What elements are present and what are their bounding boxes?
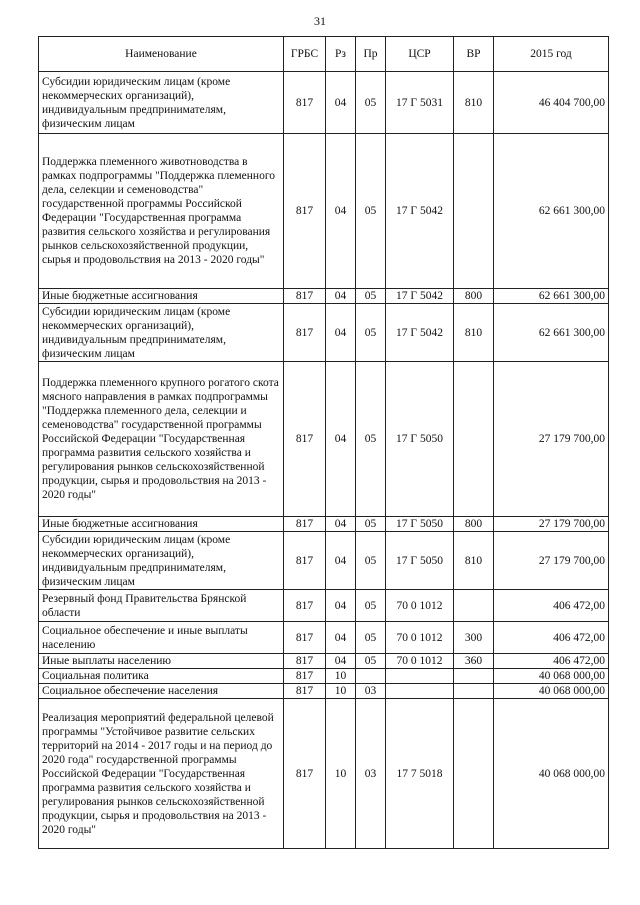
cell-csr: 70 0 1012: [386, 654, 454, 669]
cell-grbs: 817: [284, 517, 326, 532]
cell-amount: 406 472,00: [494, 622, 609, 654]
cell-pr: 05: [356, 72, 386, 134]
cell-amount: 27 179 700,00: [494, 362, 609, 517]
cell-vr: 360: [454, 654, 494, 669]
cell-vr: 800: [454, 289, 494, 304]
table-row: [39, 134, 609, 289]
cell-amount: 40 068 000,00: [494, 669, 609, 684]
table-row: [39, 622, 609, 654]
cell-pr: 05: [356, 362, 386, 517]
table-row: [39, 362, 609, 517]
cell-rz: 04: [326, 590, 356, 622]
cell-amount: 406 472,00: [494, 590, 609, 622]
cell-grbs: 817: [284, 532, 326, 590]
table-row: [39, 590, 609, 622]
cell-name: Резервный фонд Правительства Брянской области: [39, 590, 284, 622]
cell-csr: 17 Г 5050: [386, 517, 454, 532]
cell-name: Субсидии юридическим лицам (кроме некоммерческих организаций), индивидуальным предпринимателям, физическим лицам: [39, 72, 284, 134]
cell-rz: 04: [326, 654, 356, 669]
cell-pr: [356, 669, 386, 684]
cell-name: Социальная политика: [39, 669, 284, 684]
cell-pr: 03: [356, 699, 386, 849]
table-row: [39, 304, 609, 362]
cell-name: Поддержка племенного крупного рогатого скота мясного направления в рамках подпрограммы "Поддержка племенного дела, селекции и семеноводства" государственной программы Российской Федерации "Государственная программа развития сельского хозяйства и регулирования рынков сельскохозяйственной продукции, сырья и продовольствия на 2013 - 2020 годы": [39, 362, 284, 517]
cell-amount: 62 661 300,00: [494, 134, 609, 289]
cell-grbs: 817: [284, 684, 326, 699]
cell-csr: 17 Г 5031: [386, 72, 454, 134]
cell-name: Иные выплаты населению: [39, 654, 284, 669]
cell-pr: 05: [356, 590, 386, 622]
table-row: [39, 669, 609, 684]
cell-rz: 04: [326, 134, 356, 289]
cell-name: Социальное обеспечение населения: [39, 684, 284, 699]
cell-pr: 05: [356, 654, 386, 669]
cell-name: Реализация мероприятий федеральной целевой программы "Устойчивое развитие сельских территорий на 2014 - 2017 годы и на период до 2020 года" государственной программы Российской Федерации "Государственная программа развития сельского хозяйства и регулирования рынков сельскохозяйственной продукции, сырья и продовольствия на 2013 - 2020 годы": [39, 699, 284, 849]
cell-amount: 406 472,00: [494, 654, 609, 669]
cell-csr: 70 0 1012: [386, 622, 454, 654]
cell-grbs: 817: [284, 72, 326, 134]
cell-amount: 27 179 700,00: [494, 517, 609, 532]
table-row: [39, 654, 609, 669]
cell-vr: [454, 684, 494, 699]
cell-grbs: 817: [284, 134, 326, 289]
cell-pr: 05: [356, 532, 386, 590]
table-row: [39, 289, 609, 304]
cell-csr: 17 Г 5050: [386, 362, 454, 517]
header-pr: Пр: [356, 37, 386, 72]
table-row: [39, 532, 609, 590]
header-name: Наименование: [39, 37, 284, 72]
cell-amount: 40 068 000,00: [494, 684, 609, 699]
cell-rz: 10: [326, 669, 356, 684]
cell-grbs: 817: [284, 362, 326, 517]
table-header-row: [39, 37, 609, 72]
cell-rz: 10: [326, 684, 356, 699]
cell-pr: 05: [356, 517, 386, 532]
cell-rz: 04: [326, 289, 356, 304]
table-row: [39, 72, 609, 134]
cell-amount: 40 068 000,00: [494, 699, 609, 849]
cell-amount: 46 404 700,00: [494, 72, 609, 134]
cell-vr: 810: [454, 304, 494, 362]
cell-amount: 62 661 300,00: [494, 304, 609, 362]
cell-grbs: 817: [284, 289, 326, 304]
cell-grbs: 817: [284, 590, 326, 622]
cell-name: Иные бюджетные ассигнования: [39, 289, 284, 304]
cell-vr: [454, 590, 494, 622]
header-year-2015: 2015 год: [494, 37, 609, 72]
cell-pr: 05: [356, 289, 386, 304]
cell-pr: 05: [356, 622, 386, 654]
cell-vr: [454, 699, 494, 849]
cell-grbs: 817: [284, 622, 326, 654]
cell-name: Социальное обеспечение и иные выплаты населению: [39, 622, 284, 654]
cell-csr: [386, 684, 454, 699]
cell-csr: 17 Г 5050: [386, 532, 454, 590]
cell-rz: 04: [326, 362, 356, 517]
header-csr: ЦСР: [386, 37, 454, 72]
table-row: [39, 699, 609, 849]
cell-csr: 17 Г 5042: [386, 289, 454, 304]
header-rz: Рз: [326, 37, 356, 72]
cell-csr: 17 7 5018: [386, 699, 454, 849]
cell-name: Иные бюджетные ассигнования: [39, 517, 284, 532]
cell-rz: 04: [326, 304, 356, 362]
cell-rz: 04: [326, 532, 356, 590]
cell-vr: [454, 669, 494, 684]
cell-name: Субсидии юридическим лицам (кроме некоммерческих организаций), индивидуальным предпринимателям, физическим лицам: [39, 532, 284, 590]
cell-grbs: 817: [284, 304, 326, 362]
budget-table: [38, 36, 609, 849]
table-row: [39, 517, 609, 532]
cell-name: Поддержка племенного животноводства в рамках подпрограммы "Поддержка племенного дела, селекции и семеноводства" государственной программы Российской Федерации "Государственная программа развития сельского хозяйства и регулирования рынков сельскохозяйственной продукции, сырья и продовольствия на 2013 - 2020 годы": [39, 134, 284, 289]
cell-csr: 70 0 1012: [386, 590, 454, 622]
cell-vr: [454, 134, 494, 289]
cell-csr: [386, 669, 454, 684]
cell-amount: 27 179 700,00: [494, 532, 609, 590]
cell-pr: 03: [356, 684, 386, 699]
cell-vr: 810: [454, 72, 494, 134]
cell-vr: 800: [454, 517, 494, 532]
cell-pr: 05: [356, 134, 386, 289]
cell-amount: 62 661 300,00: [494, 289, 609, 304]
cell-grbs: 817: [284, 699, 326, 849]
header-grbs: ГРБС: [284, 37, 326, 72]
cell-pr: 05: [356, 304, 386, 362]
cell-grbs: 817: [284, 654, 326, 669]
cell-grbs: 817: [284, 669, 326, 684]
cell-csr: 17 Г 5042: [386, 134, 454, 289]
cell-vr: 810: [454, 532, 494, 590]
header-vr: ВР: [454, 37, 494, 72]
table-row: [39, 684, 609, 699]
cell-vr: 300: [454, 622, 494, 654]
cell-csr: 17 Г 5042: [386, 304, 454, 362]
page-number: 31: [314, 14, 326, 28]
cell-rz: 04: [326, 517, 356, 532]
cell-rz: 04: [326, 72, 356, 134]
cell-rz: 10: [326, 699, 356, 849]
cell-vr: [454, 362, 494, 517]
cell-name: Субсидии юридическим лицам (кроме некоммерческих организаций), индивидуальным предпринимателям, физическим лицам: [39, 304, 284, 362]
cell-rz: 04: [326, 622, 356, 654]
